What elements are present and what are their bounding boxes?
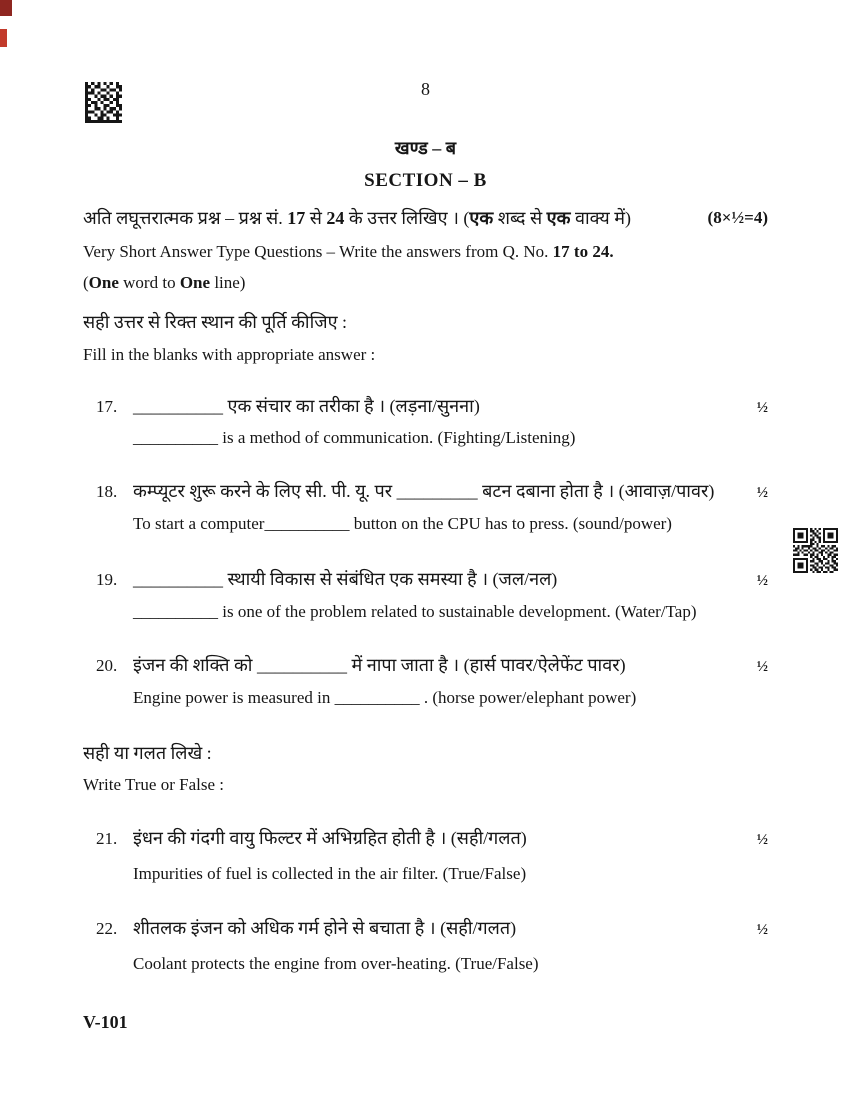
question-number: 21. <box>96 829 118 848</box>
question-text-hindi: शीतलक इंजन को अधिक गर्म होने से बचाता है । (सही/गलत) <box>133 918 517 938</box>
fill-blanks-heading-hindi: सही उत्तर से रिक्त स्थान की पूर्ति कीजिए : <box>83 312 348 332</box>
question-18 <box>83 479 768 535</box>
question-text-english: Engine power is measured in __________ . (horse power/elephant power) <box>133 688 637 707</box>
qr-code-icon <box>793 528 838 573</box>
question-18-hindi-row <box>83 479 768 505</box>
question-number: 18. <box>96 482 118 501</box>
question-17 <box>83 394 768 449</box>
datamatrix-code-icon <box>85 82 122 123</box>
page-content <box>0 78 850 1033</box>
question-text-hindi: इंजन की शक्ति को __________ में नापा जाता है । (हार्स पावर/ऐलेफेंट पावर) <box>133 655 626 675</box>
question-marks: ½ <box>756 485 768 501</box>
red-ink-mark-top <box>0 0 12 16</box>
question-text-hindi: __________ स्थायी विकास से संबंधित एक समस्या है । (जल/नल) <box>133 569 558 589</box>
red-ink-mark-bottom <box>0 29 7 47</box>
section-heading-hindi: खण्ड – ब <box>394 138 457 158</box>
marks-scheme: (8×½=4) <box>707 208 768 227</box>
question-17-hindi-row <box>83 394 768 420</box>
question-19-hindi-row <box>83 567 768 593</box>
true-false-heading-hindi: सही या गलत लिखे : <box>83 743 212 763</box>
question-text-hindi: __________ एक संचार का तरीका है । (लड़ना/सुनना) <box>133 396 480 416</box>
instructions-row <box>83 206 768 230</box>
question-text-english: __________ is one of the problem related to sustainable development. (Water/Tap) <box>133 602 697 621</box>
question-20-hindi-row <box>83 653 768 679</box>
instructions-note: (One word to One line) <box>83 273 246 292</box>
question-number: 20. <box>96 656 118 675</box>
true-false-heading-english: Write True or False : <box>83 775 224 794</box>
question-marks: ½ <box>756 573 768 589</box>
question-text-english: Coolant protects the engine from over-heating. (True/False) <box>133 954 539 973</box>
question-marks: ½ <box>756 832 768 848</box>
question-text-english: Impurities of fuel is collected in the air filter. (True/False) <box>133 864 527 883</box>
question-text-hindi: कम्प्यूटर शुरू करने के लिए सी. पी. यू. पर _________ बटन दबाना होता है । (आवाज़/पावर) <box>133 481 715 501</box>
section-heading-english: SECTION – B <box>364 170 487 191</box>
question-21-hindi-row <box>83 826 768 852</box>
question-20 <box>83 653 768 709</box>
question-text-hindi: इंधन की गंदगी वायु फिल्टर में अभिग्रहित होती है । (सही/गलत) <box>133 828 527 848</box>
question-number: 22. <box>96 919 118 938</box>
fill-blanks-heading-english: Fill in the blanks with appropriate answer : <box>83 345 376 364</box>
question-21 <box>83 826 768 885</box>
question-19 <box>83 567 768 623</box>
question-text-english: __________ is a method of communication. (Fighting/Listening) <box>133 428 576 447</box>
question-marks: ½ <box>756 400 768 416</box>
question-marks: ½ <box>756 659 768 675</box>
question-number: 19. <box>96 570 118 589</box>
page-number: 8 <box>421 79 430 99</box>
question-marks: ½ <box>756 922 768 938</box>
question-number: 17. <box>96 397 118 416</box>
instructions-english: Very Short Answer Type Questions – Write the answers from Q. No. 17 to 24. <box>83 242 614 261</box>
paper-code: V-101 <box>83 1012 128 1032</box>
instructions-hindi: अति लघूत्तरात्मक प्रश्न – प्रश्न सं. 17 से 24 के उत्तर लिखिए । (एक शब्द से एक वाक्य में) <box>83 208 631 228</box>
question-22-hindi-row <box>83 916 768 942</box>
question-text-english: To start a computer__________ button on the CPU has to press. (sound/power) <box>133 514 672 533</box>
question-22 <box>83 916 768 975</box>
